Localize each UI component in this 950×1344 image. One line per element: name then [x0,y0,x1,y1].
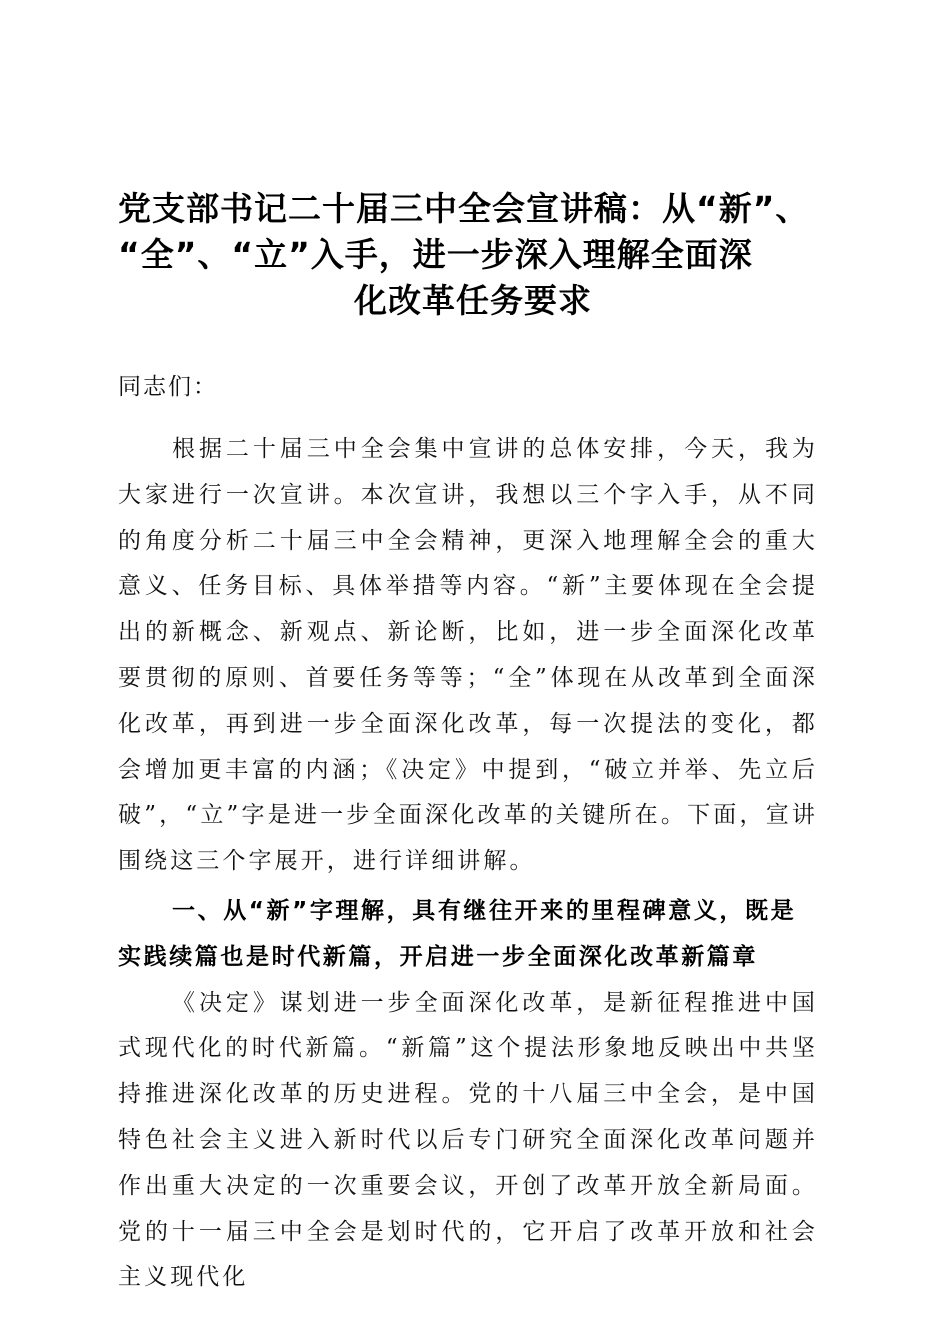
salutation: 同志们： [118,374,218,400]
paragraph-intro: 根据二十届三中全会集中宣讲的总体安排，今天，我为大家进行一次宣讲。本次宣讲，我想以三个字入手，从不同的角度分析二十届三中全会精神，更深入地理解全会的重大意义、任务目标、具体举措等内容。“新”主要体现在全会提出的新概念、新观点、新论断，比如，进一步全面深化改革要贯彻的原则、首要任务等等；“全”体现在从改革到全面深化改革，再到进一步全面深化改革，每一次提法的变化，都会增加更丰富的内涵；《决定》中提到，“破立并举、先立后破”，“立”字是进一步全面深化改革的关键所在。下面，宣讲围绕这三个字展开，进行详细讲解。 [118,436,818,875]
title-line-2: “全”、“立”入手，进一步深入理解全面深 [118,235,753,274]
paragraph-section-1: 《决定》谋划进一步全面深化改革，是新征程推进中国式现代化的时代新篇。“新篇”这个提法形象地反映出中共坚持推进深化改革的历史进程。党的十八届三中全会，是中国特色社会主义进入新时代以后专门研究全面深化改革问题并作出重大决定的一次重要会议，开创了改革开放全新局面。党的十一届三中全会是划时代的，它开启了改革开放和社会主义现代化 [118,989,818,1291]
section-heading-1: 一、从“新”字理解，具有继往开来的里程碑意义，既是实践续篇也是时代新篇，开启进一步全面深化改革新篇章 [118,897,797,970]
title-line-3: 化改革任务要求 [354,281,592,320]
document-title [118,186,858,324]
document-body [118,366,818,1301]
title-line-1: 党支部书记二十届三中全会宣讲稿：从“新”、 [118,189,810,228]
